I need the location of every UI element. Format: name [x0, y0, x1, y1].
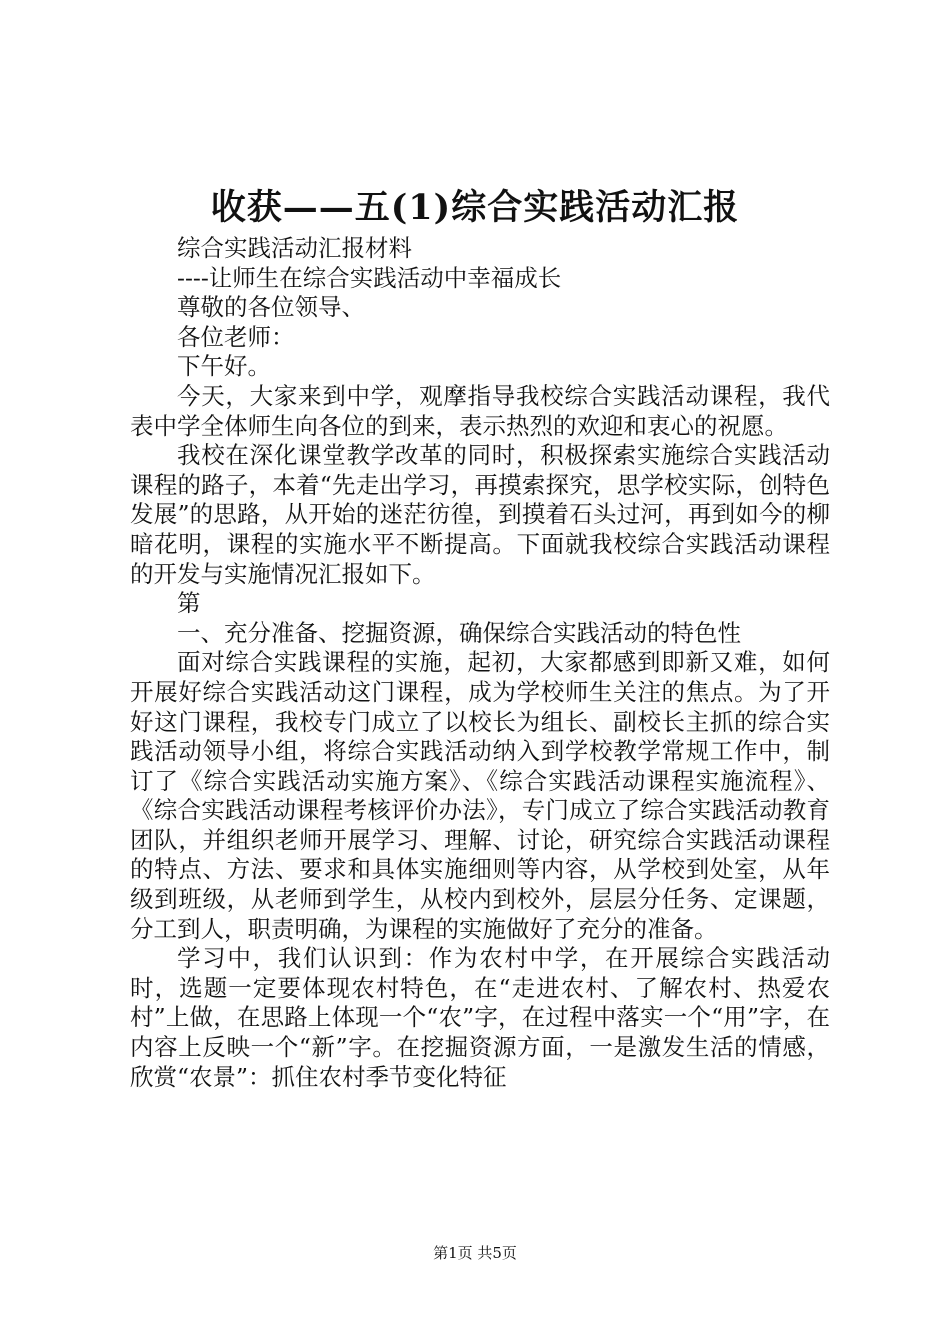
- paragraph: ----让师生在综合实践活动中幸福成长: [177, 263, 562, 292]
- page-footer: 第1页 共5页: [433, 1244, 517, 1262]
- document-title: 收获——五(1)综合实践活动汇报: [210, 187, 740, 228]
- document-body: [130, 234, 830, 1092]
- paragraph: 学习中，我们认识到：作为农村中学，在开展综合实践活动时，选题一定要体现农村特色，在“走进农村、了解农村、热爱农村”上做，在思路上体现一个“农”字，在过程中落实一个“用”字，在内容上反映一个“新”字。在挖掘资源方面，一是激发生活的情感，欣赏“农景”：抓住农村季节变化特征: [130, 944, 830, 1091]
- paragraph: 我校在深化课堂教学改革的同时，积极探索实施综合实践活动课程的路子，本着“先走出学习，再摸索探究，思学校实际，创特色发展”的思路，从开始的迷茫彷徨，到摸着石头过河，再到如今的柳暗花明，课程的实施水平不断提高。下面就我校综合实践活动课程的开发与实施情况汇报如下。: [130, 441, 830, 588]
- paragraph: 第: [177, 589, 201, 618]
- paragraph: 下午好。: [177, 352, 271, 381]
- paragraph: 尊敬的各位领导、: [177, 293, 365, 322]
- section-heading: 一、充分准备、挖掘资源，确保综合实践活动的特色性: [177, 618, 741, 647]
- paragraph: 面对综合实践课程的实施，起初，大家都感到即新又难，如何开展好综合实践活动这门课程，成为学校师生关注的焦点。为了开好这门课程，我校专门成立了以校长为组长、副校长主抓的综合实践活动领导小组，将综合实践活动纳入到学校教学常规工作中，制订了《综合实践活动实施方案》、《综合实践活动课程实施流程》、《综合实践活动课程考核评价办法》，专门成立了综合实践活动教育团队，并组织老师开展学习、理解、讨论，研究综合实践活动课程的特点、方法、要求和具体实施细则等内容，从学校到处室，从年级到班级，从老师到学生，从校内到校外，层层分任务、定课题，分工到人，职责明确，为课程的实施做好了充分的准备。: [130, 648, 830, 943]
- paragraph: 今天，大家来到中学，观摩指导我校综合实践活动课程，我代表中学全体师生向各位的到来，表示热烈的欢迎和衷心的祝愿。: [130, 381, 830, 440]
- paragraph: 各位老师：: [177, 322, 295, 351]
- paragraph: 综合实践活动汇报材料: [177, 234, 412, 262]
